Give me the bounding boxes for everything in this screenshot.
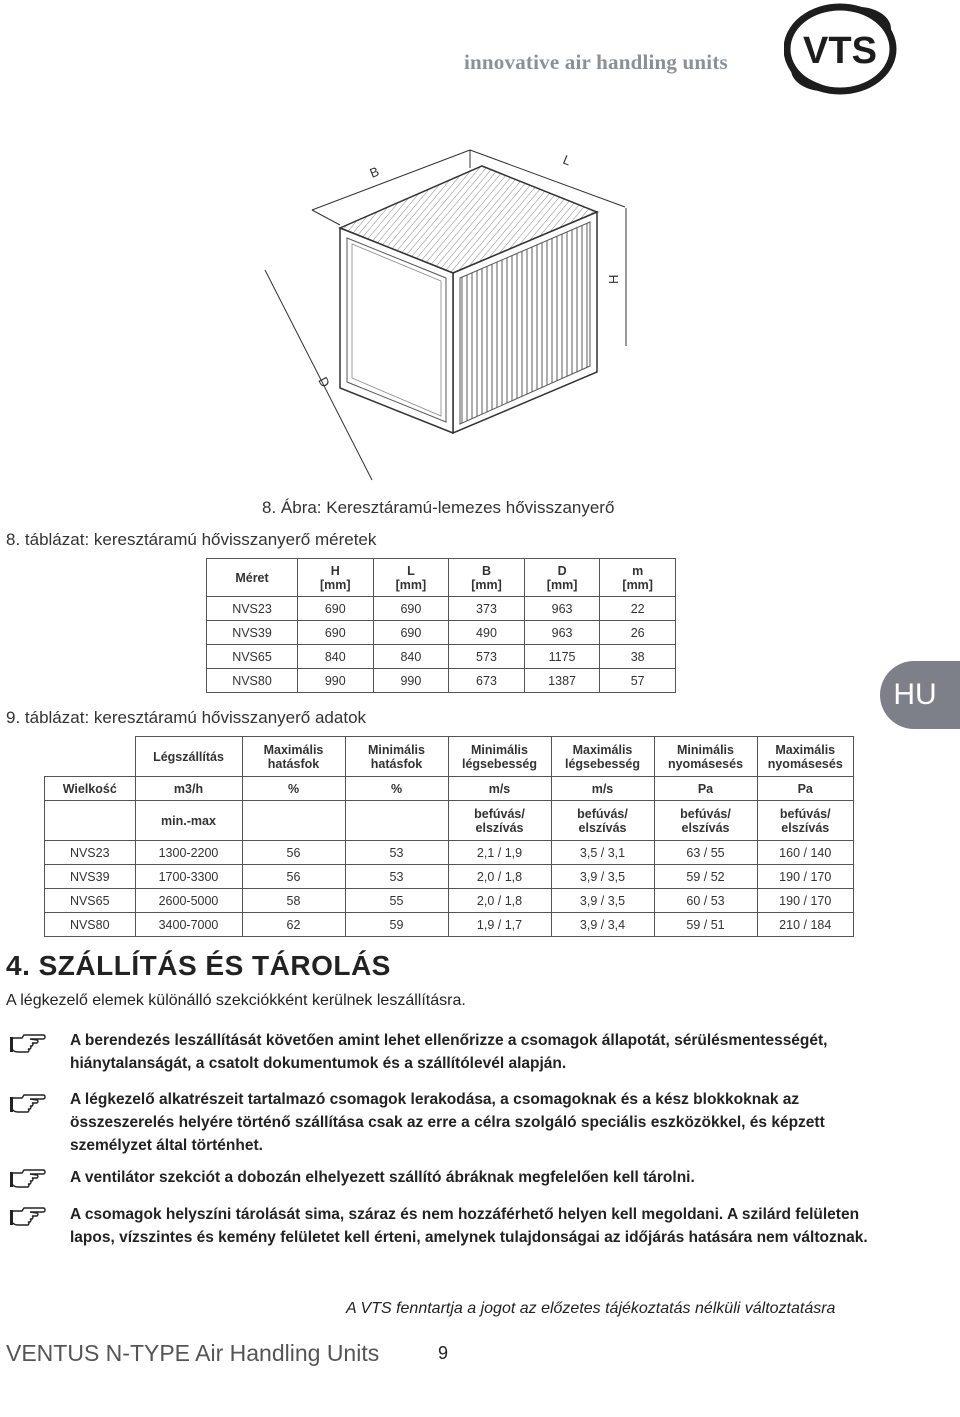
cell: 3400-7000 xyxy=(135,913,242,937)
header-cell: Maximális hatásfok xyxy=(242,737,345,777)
table8-title: 8. táblázat: keresztáramú hővisszanyerő méretek xyxy=(6,530,377,549)
table-row xyxy=(45,841,854,865)
table-row xyxy=(45,913,854,937)
cell: 2600-5000 xyxy=(135,889,242,913)
header-cell: Minimális hatásfok xyxy=(345,737,448,777)
cell: 2,0 / 1,8 xyxy=(448,865,551,889)
footer-product: VENTUS N-TYPE Air Handling Units xyxy=(6,1340,380,1366)
cell: NVS65 xyxy=(207,645,298,669)
dim-label-l: L xyxy=(560,151,574,169)
empty-cell xyxy=(345,801,448,841)
unit-cell: m/s xyxy=(448,777,551,801)
header-cell: D [mm] xyxy=(524,559,600,597)
cell: 3,9 / 3,5 xyxy=(551,865,654,889)
cell: 59 / 52 xyxy=(654,865,757,889)
subheader-row xyxy=(45,801,854,841)
table-row xyxy=(207,597,676,621)
units-row xyxy=(45,777,854,801)
cell: 1300-2200 xyxy=(135,841,242,865)
cell: NVS39 xyxy=(45,865,136,889)
empty-cell xyxy=(45,801,136,841)
header-cell: Légszállítás xyxy=(135,737,242,777)
unit-cell: Pa xyxy=(654,777,757,801)
cell: 1175 xyxy=(524,645,600,669)
cell: 210 / 184 xyxy=(757,913,854,937)
sub-cell: befúvás/ elszívás xyxy=(448,801,551,841)
header-cell: B [mm] xyxy=(449,559,525,597)
empty-cell xyxy=(242,801,345,841)
tagline: innovative air handling units xyxy=(464,50,728,74)
cell: 58 xyxy=(242,889,345,913)
cell: 3,9 / 3,5 xyxy=(551,889,654,913)
cell: 2,0 / 1,8 xyxy=(448,889,551,913)
performance-table xyxy=(44,736,854,937)
page-number: 9 xyxy=(438,1343,449,1363)
header-cell: Méret xyxy=(207,559,298,597)
size-label: Wielkość xyxy=(45,777,136,801)
cell: 990 xyxy=(373,669,449,693)
cell: NVS80 xyxy=(45,913,136,937)
cell: 963 xyxy=(524,597,600,621)
cell: 3,5 / 3,1 xyxy=(551,841,654,865)
cell: 59 / 51 xyxy=(654,913,757,937)
sub-cell: min.-max xyxy=(135,801,242,841)
cell: 63 / 55 xyxy=(654,841,757,865)
cell: 963 xyxy=(524,621,600,645)
unit-cell: Pa xyxy=(757,777,854,801)
vts-logo xyxy=(784,0,898,96)
cell: NVS65 xyxy=(45,889,136,913)
header-cell: H [mm] xyxy=(298,559,374,597)
header-cell: m [mm] xyxy=(600,559,676,597)
cell: 690 xyxy=(298,621,374,645)
unit-cell: % xyxy=(242,777,345,801)
header-cell: Maximális nyomásesés xyxy=(757,737,854,777)
figure-caption: 8. Ábra: Keresztáramú-lemezes hővisszanyerő xyxy=(262,498,615,517)
sub-cell: befúvás/ elszívás xyxy=(757,801,854,841)
header-cell: L [mm] xyxy=(373,559,449,597)
table-header-row xyxy=(207,559,676,597)
cell: NVS23 xyxy=(45,841,136,865)
header-cell: Maximális légsebesség xyxy=(551,737,654,777)
cell: 1387 xyxy=(524,669,600,693)
table-row xyxy=(207,645,676,669)
table9-title: 9. táblázat: keresztáramú hővisszanyerő adatok xyxy=(6,708,367,727)
corner-cell xyxy=(45,737,136,777)
cell: 840 xyxy=(298,645,374,669)
table-row xyxy=(207,621,676,645)
cell: 160 / 140 xyxy=(757,841,854,865)
unit-cell: m3/h xyxy=(135,777,242,801)
cell: 373 xyxy=(449,597,525,621)
cell: 38 xyxy=(600,645,676,669)
cell: 190 / 170 xyxy=(757,865,854,889)
section-title: 4. SZÁLLÍTÁS ÉS TÁROLÁS xyxy=(6,950,391,981)
table-row xyxy=(207,669,676,693)
note-3: A ventilátor szekciót a dobozán elhelyezett szállító ábráknak megfelelően kell tárolni. xyxy=(70,1169,695,1186)
sub-cell: befúvás/ elszívás xyxy=(654,801,757,841)
pointing-hand-icon xyxy=(10,1205,46,1227)
cell: 22 xyxy=(600,597,676,621)
section-intro: A légkezelő elemek különálló szekciókként kerülnek leszállításra. xyxy=(6,992,466,1009)
cell: 1,9 / 1,7 xyxy=(448,913,551,937)
cell: 840 xyxy=(373,645,449,669)
cell: 26 xyxy=(600,621,676,645)
cell: 56 xyxy=(242,841,345,865)
language-tab: HU xyxy=(880,661,960,729)
note-2: A légkezelő alkatrészeit tartalmazó csomagok lerakodása, a csomagoknak és a kész blokkoknak az összeszerelés helyére történő szállítása csak az erre a célra szolgáló speciális eszközökkel, és képzett személyzet által történhet. xyxy=(70,1091,825,1154)
heat-exchanger-drawing xyxy=(230,140,650,490)
cell: 990 xyxy=(298,669,374,693)
sub-cell: befúvás/ elszívás xyxy=(551,801,654,841)
pointing-hand-icon xyxy=(10,1032,46,1054)
cell: NVS39 xyxy=(207,621,298,645)
cell: 673 xyxy=(449,669,525,693)
cell: 690 xyxy=(373,621,449,645)
dim-label-h: H xyxy=(606,274,621,284)
disclaimer: A VTS fenntartja a jogot az előzetes tájékoztatás nélküli változtatásra xyxy=(346,1300,836,1317)
cell: 62 xyxy=(242,913,345,937)
cell: 490 xyxy=(449,621,525,645)
pointing-hand-icon xyxy=(10,1092,46,1114)
table-row xyxy=(45,865,854,889)
cell: 573 xyxy=(449,645,525,669)
header-cell: Minimális nyomásesés xyxy=(654,737,757,777)
cell: NVS23 xyxy=(207,597,298,621)
cell: 53 xyxy=(345,841,448,865)
note-1: A berendezés leszállítását követően amint lehet ellenőrizze a csomagok állapotát, sérülésmentességét, hiánytalanságát, a csatolt dokumentumok és a szállítólevél alapján. xyxy=(70,1032,828,1072)
dimensions-table xyxy=(206,558,676,693)
table-row xyxy=(45,889,854,913)
table-header-row xyxy=(45,737,854,777)
note-4: A csomagok helyszíni tárolását sima, száraz és nem hozzáférhető helyen kell megoldani. A szilárd felületen lapos, vízszintes és kemény felületet kell érteni, amelynek tulajdonságai az időjárás hatására nem változnak. xyxy=(70,1206,868,1246)
cell: 57 xyxy=(600,669,676,693)
pointing-hand-icon xyxy=(10,1167,46,1189)
cell: 56 xyxy=(242,865,345,889)
unit-cell: % xyxy=(345,777,448,801)
dim-label-d: D xyxy=(315,374,334,390)
unit-cell: m/s xyxy=(551,777,654,801)
logo-text: VTS xyxy=(803,30,877,72)
cell: 1700-3300 xyxy=(135,865,242,889)
dim-label-b: B xyxy=(367,163,382,181)
cell: 190 / 170 xyxy=(757,889,854,913)
cell: 55 xyxy=(345,889,448,913)
cell: 59 xyxy=(345,913,448,937)
cell: 3,9 / 3,4 xyxy=(551,913,654,937)
cell: 690 xyxy=(373,597,449,621)
cell: 690 xyxy=(298,597,374,621)
header-cell: Minimális légsebesség xyxy=(448,737,551,777)
cell: 2,1 / 1,9 xyxy=(448,841,551,865)
cell: 53 xyxy=(345,865,448,889)
cell: NVS80 xyxy=(207,669,298,693)
cell: 60 / 53 xyxy=(654,889,757,913)
